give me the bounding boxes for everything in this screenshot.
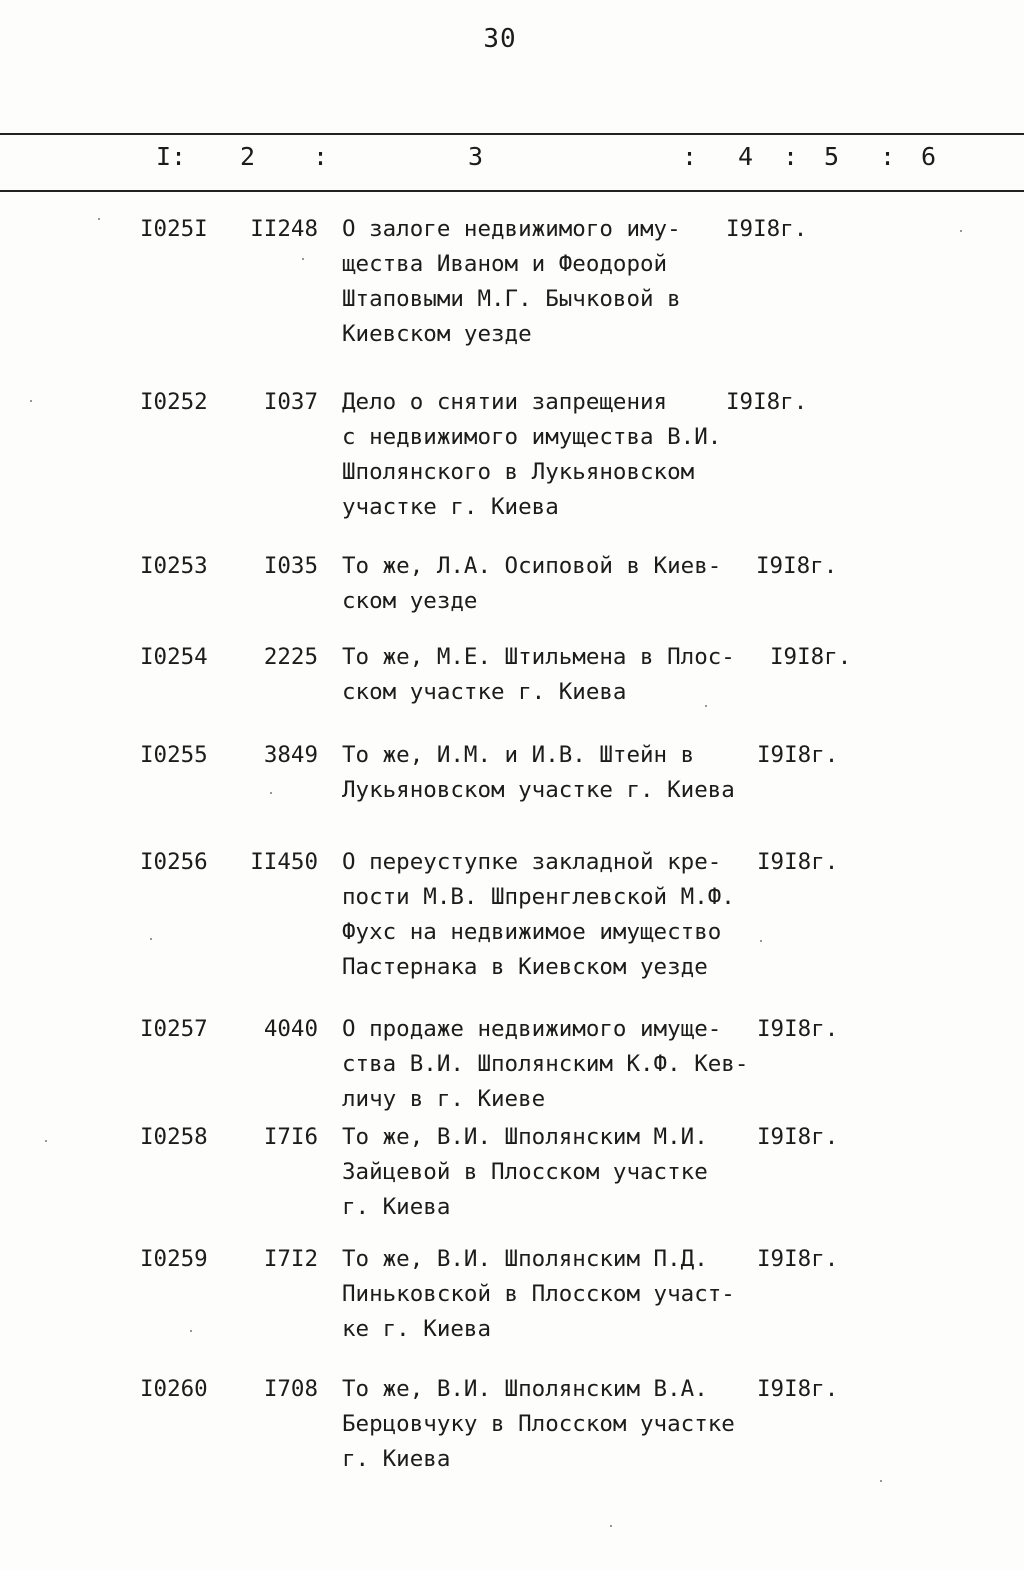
record-number: I025I [140, 216, 208, 242]
table-bottom-rule [0, 190, 1024, 192]
title-line: с недвижимого имущества В.И. [342, 424, 722, 450]
record-title [342, 1012, 772, 1117]
scan-speck [30, 400, 32, 402]
title-line: Шполянского в Лукьяновском [342, 459, 695, 485]
page-number: 30 [483, 24, 517, 54]
title-line: Пастернака в Киевском уезде [342, 954, 708, 980]
title-line: То же, В.И. Шполянским М.И. [342, 1124, 708, 1150]
old-number: 3849 [263, 742, 318, 768]
table-top-rule [0, 133, 1024, 135]
title-line: личу в г. Киеве [342, 1086, 546, 1112]
header-col-4: 4 [738, 142, 754, 171]
old-number: I035 [263, 553, 318, 579]
record-title [342, 549, 772, 619]
title-line: пости М.В. Шпренглевской М.Ф. [342, 884, 735, 910]
title-line: ства В.И. Шполянским К.Ф. Кев- [342, 1051, 749, 1077]
header-col-1: I: [156, 142, 187, 171]
title-line: То же, М.Е. Штильмена в Плос- [342, 644, 735, 670]
header-col-5: 5 [824, 142, 840, 171]
record-title [342, 738, 772, 808]
record-year: I9I8г. [726, 216, 808, 242]
old-number: 2225 [263, 644, 318, 670]
scan-speck [98, 218, 100, 220]
record-year: I9I8г. [726, 389, 808, 415]
record-year: I9I8г. [757, 1016, 839, 1042]
header-separator: : [682, 142, 698, 171]
title-line: ском участке г. Киева [342, 679, 627, 705]
record-title [342, 1120, 772, 1225]
record-number: I0252 [140, 389, 208, 415]
record-number: I0255 [140, 742, 208, 768]
header-col-2: 2 [240, 142, 256, 171]
record-year: I9I8г. [757, 1246, 839, 1272]
record-number: I0253 [140, 553, 208, 579]
scan-speck [270, 792, 272, 794]
title-line: То же, Л.А. Осиповой в Киев- [342, 553, 722, 579]
title-line: Зайцевой в Плосском участке [342, 1159, 708, 1185]
record-title [342, 1242, 772, 1347]
old-number: I7I2 [263, 1246, 318, 1272]
title-line: Берцовчуку в Плосском участке [342, 1411, 735, 1437]
title-line: О продаже недвижимого имуще- [342, 1016, 722, 1042]
record-number: I0259 [140, 1246, 208, 1272]
record-title [342, 1372, 772, 1477]
title-line: То же, В.И. Шполянским В.А. [342, 1376, 708, 1402]
record-year: I9I8г. [770, 644, 852, 670]
scan-speck [705, 705, 707, 707]
scan-speck [190, 1330, 192, 1332]
old-number: II248 [250, 216, 318, 242]
title-line: О залоге недвижимого иму- [342, 216, 681, 242]
header-col-6: 6 [921, 142, 937, 171]
old-number: 4040 [263, 1016, 318, 1042]
title-line: г. Киева [342, 1194, 451, 1220]
title-line: ском уезде [342, 588, 478, 614]
record-title [342, 640, 772, 710]
record-number: I0256 [140, 849, 208, 875]
record-year: I9I8г. [757, 742, 839, 768]
record-year: I9I8г. [756, 553, 838, 579]
record-year: I9I8г. [757, 1376, 839, 1402]
record-number: I0257 [140, 1016, 208, 1042]
title-line: г. Киева [342, 1446, 451, 1472]
record-title [342, 385, 772, 525]
old-number: I708 [263, 1376, 318, 1402]
scan-speck [45, 1140, 47, 1142]
old-number: I7I6 [263, 1124, 318, 1150]
scan-speck [610, 1525, 612, 1527]
scan-speck [880, 1480, 882, 1482]
title-line: Пиньковской в Плосском участ- [342, 1281, 735, 1307]
record-number: I0254 [140, 644, 208, 670]
scan-speck [960, 230, 962, 232]
header-separator: : [880, 142, 896, 171]
title-line: Дело о снятии запрещения [342, 389, 668, 415]
title-line: То же, И.М. и И.В. Штейн в [342, 742, 695, 768]
record-year: I9I8г. [757, 1124, 839, 1150]
record-year: I9I8г. [757, 849, 839, 875]
header-separator: : [313, 142, 329, 171]
record-number: I0260 [140, 1376, 208, 1402]
title-line: Киевском уезде [342, 321, 532, 347]
title-line: участке г. Киева [342, 494, 559, 520]
scan-speck [760, 940, 762, 942]
old-number: I037 [263, 389, 318, 415]
record-title [342, 845, 772, 985]
old-number: II450 [250, 849, 318, 875]
title-line: Лукьяновском участке г. Киева [342, 777, 735, 803]
scan-speck [150, 938, 152, 940]
record-title [342, 212, 772, 352]
title-line: То же, В.И. Шполянским П.Д. [342, 1246, 708, 1272]
title-line: Фухс на недвижимое имущество [342, 919, 722, 945]
header-col-3: 3 [468, 142, 484, 171]
title-line: Штаповыми М.Г. Бычковой в [342, 286, 681, 312]
title-line: щества Иваном и Феодорой [342, 251, 668, 277]
record-number: I0258 [140, 1124, 208, 1150]
title-line: ке г. Киева [342, 1316, 492, 1342]
title-line: О переуступке закладной кре- [342, 849, 722, 875]
scan-speck [302, 258, 304, 260]
header-separator: : [783, 142, 799, 171]
